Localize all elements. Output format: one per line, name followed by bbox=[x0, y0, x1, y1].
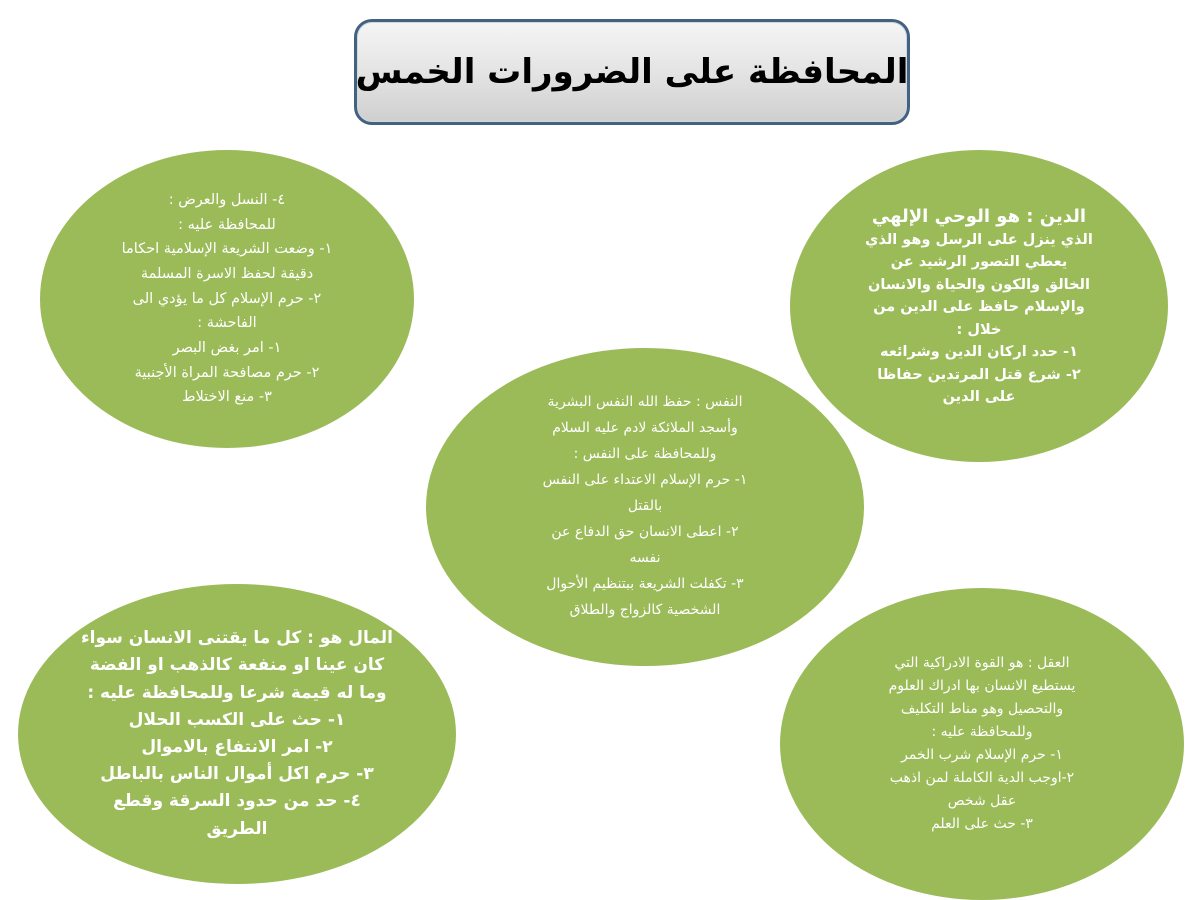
wealth-line: وما له قيمة شرعا وللمحافظة عليه : bbox=[87, 682, 387, 703]
soul-line: ٢- اعطى الانسان حق الدفاع عن bbox=[551, 523, 739, 540]
mind-line: ١- حرم الإسلام شرب الخمر bbox=[901, 747, 1063, 763]
wealth-line: المال هو : كل ما يقتنى الانسان سواء bbox=[80, 628, 394, 649]
religion-heading: الدين : هو الوحي الإلهي bbox=[871, 205, 1087, 227]
mind-line: والتحصيل وهو مناط التكليف bbox=[900, 700, 1064, 717]
soul-line: وللمحافظة على النفس : bbox=[573, 446, 717, 463]
title-box bbox=[354, 19, 910, 125]
soul-line: النفس : حفظ الله النفس البشرية bbox=[547, 394, 743, 411]
lineage-node-text bbox=[122, 188, 333, 410]
religion-line: على الدين bbox=[942, 389, 1016, 405]
soul-line: ٣- تكفلت الشريعة ببتنظيم الأحوال bbox=[546, 575, 744, 592]
lineage-line: الفاحشة : bbox=[197, 315, 257, 332]
wealth-line: كان عينا او منفعة كالذهب او الفضة bbox=[89, 655, 385, 676]
soul-node bbox=[426, 348, 864, 666]
religion-node bbox=[790, 150, 1168, 462]
lineage-node bbox=[40, 150, 414, 448]
mind-line: وللمحافظة عليه : bbox=[931, 723, 1033, 740]
lineage-line: ٢- حرم الإسلام كل ما يؤدي الى bbox=[132, 290, 322, 307]
religion-line: الخالق والكون والحياة والانسان bbox=[868, 276, 1090, 293]
lineage-line: ٢- حرم مصافحة المراة الأجنبية bbox=[134, 364, 320, 381]
religion-line: والإسلام حافظ على الدين من bbox=[873, 299, 1085, 316]
soul-line: نفسه bbox=[629, 549, 661, 566]
soul-line: وأسجد الملائكة لادم عليه السلام bbox=[552, 420, 738, 437]
religion-line: ١- حدد اركان الدين وشرائعه bbox=[880, 344, 1078, 361]
religion-line: ٢- شرع قتل المرتدين حفاظا bbox=[877, 366, 1081, 383]
soul-line: بالقتل bbox=[627, 498, 663, 515]
wealth-node bbox=[18, 584, 456, 884]
soul-line: الشخصية كالزواج والطلاق bbox=[569, 601, 721, 618]
religion-line: يعطي التصور الرشيد عن bbox=[890, 254, 1068, 271]
wealth-node-text bbox=[81, 625, 393, 843]
mind-line: العقل : هو القوة الادراكية التي bbox=[894, 654, 1070, 671]
lineage-line: ٤- النسل والعرض : bbox=[168, 192, 286, 209]
religion-line: الذي ينزل على الرسل وهو الذي bbox=[865, 231, 1093, 248]
mind-line: ٣- حث على العلم bbox=[931, 816, 1033, 833]
wealth-line: ١- حث على الكسب الحلال bbox=[128, 709, 346, 730]
religion-node-text bbox=[865, 204, 1093, 409]
wealth-line: ٣- حرم اكل أموال الناس بالباطل bbox=[100, 764, 374, 785]
mind-line: يستطيع الانسان بها ادراك العلوم bbox=[888, 677, 1076, 694]
soul-node-text bbox=[543, 390, 748, 623]
mind-node-text bbox=[889, 652, 1076, 837]
wealth-line: ٢- امر الانتفاع بالاموال bbox=[141, 737, 333, 757]
lineage-line: دقيقة لحفظ الاسرة المسلمة bbox=[140, 266, 314, 283]
lineage-line: ١- امر بغض البصر bbox=[172, 339, 282, 356]
mind-node bbox=[780, 588, 1184, 900]
mind-line: ٢-اوجب الدية الكاملة لمن اذهب bbox=[889, 770, 1075, 787]
lineage-line: للمحافظة عليه : bbox=[178, 216, 276, 233]
soul-line: ١- حرم الإسلام الاعتداء على النفس bbox=[542, 472, 748, 489]
wealth-line: الطريق bbox=[206, 818, 268, 839]
lineage-line: ١- وضعت الشريعة الإسلامية احكاما bbox=[121, 241, 333, 258]
religion-line: خلال : bbox=[956, 321, 1002, 338]
mind-line: عقل شخص bbox=[947, 793, 1017, 810]
lineage-line: ٣- منع الاختلاط bbox=[182, 389, 272, 406]
wealth-line: ٤- حد من حدود السرقة وقطع bbox=[113, 791, 361, 812]
diagram-title: المحافظة على الضرورات الخمس bbox=[355, 52, 909, 92]
